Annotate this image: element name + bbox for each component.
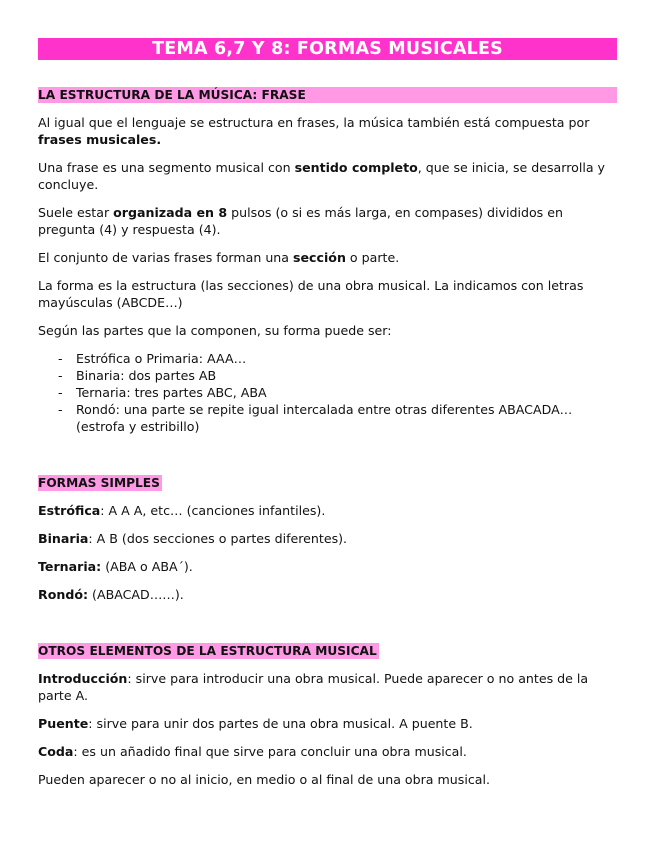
- paragraph-text: Una frase es una segmento musical con: [38, 160, 295, 175]
- list-item: [38, 384, 613, 401]
- bold-term: frases musicales.: [38, 132, 162, 147]
- paragraph-segun: Según las partes que la componen, su forma puede ser:: [38, 323, 392, 338]
- list-item-text: Binaria: dos partes AB: [76, 368, 217, 383]
- paragraph-text: o parte.: [345, 250, 400, 265]
- paragraph-text: (ABA o ABA´).: [101, 559, 193, 574]
- paragraph-lenguaje: [38, 114, 613, 148]
- list-dash: -: [58, 368, 63, 383]
- paragraph-text: , que se inicia, se desarrolla y concluye.: [38, 160, 606, 192]
- simple-form-binaria: [38, 530, 613, 547]
- paragraph-forma: La forma es la estructura (las secciones) de una obra musical. La indicamos con letras mayúsculas (ABCDE…): [38, 278, 584, 310]
- bold-term: Rondó:: [38, 587, 89, 602]
- list-dash: -: [58, 402, 63, 417]
- simple-form-ternaria: [38, 558, 613, 575]
- paragraph-text: El conjunto de varias frases forman una: [38, 250, 294, 265]
- list-dash: -: [58, 385, 63, 400]
- list-item: [38, 350, 613, 367]
- bold-term: organizada en 8: [113, 205, 228, 220]
- element-puente: [38, 715, 613, 732]
- list-item: [38, 401, 613, 435]
- element-coda: [38, 743, 613, 760]
- list-item-text: Ternaria: tres partes ABC, ABA: [76, 385, 267, 400]
- list-dash: -: [58, 351, 63, 366]
- element-introduccion: [38, 670, 613, 704]
- paragraph-text: : sirve para unir dos partes de una obra musical. A puente B.: [88, 716, 473, 731]
- paragraph-text: Al igual que el lenguaje se estructura en frases, la música también está compuesta por: [38, 115, 590, 130]
- section-heading-frase: LA ESTRUCTURA DE LA MÚSICA: FRASE: [38, 87, 617, 103]
- paragraph-seccion: [38, 249, 613, 266]
- simple-form-rondo: [38, 586, 613, 603]
- paragraph-text: : sirve para introducir una obra musical. Puede aparecer o no antes de la parte A.: [38, 671, 589, 703]
- paragraph-frase-definicion: [38, 159, 613, 193]
- bold-term: sentido completo: [294, 160, 418, 175]
- closing-paragraph: Pueden aparecer o no al inicio, en medio o al final de una obra musical.: [38, 772, 490, 787]
- bold-term: Introducción: [38, 671, 128, 686]
- paragraph-text: (ABACAD……).: [88, 587, 184, 602]
- simple-form-estrofica: [38, 502, 613, 519]
- list-item-text: Rondó: una parte se repite igual intercalada entre otras diferentes ABACADA… (estrofa y estribillo): [76, 402, 573, 434]
- paragraph-text: : A B (dos secciones o partes diferentes).: [88, 531, 348, 546]
- forms-list: [38, 350, 613, 435]
- bold-term: Ternaria:: [38, 559, 102, 574]
- bold-term: sección: [293, 250, 346, 265]
- section-heading-otros-elementos: OTROS ELEMENTOS DE LA ESTRUCTURA MUSICAL: [38, 644, 377, 658]
- paragraph-text: : A A A, etc… (canciones infantiles).: [100, 503, 326, 518]
- page-title: TEMA 6,7 Y 8: FORMAS MUSICALES: [38, 38, 617, 60]
- list-item-text: Estrófica o Primaria: AAA…: [76, 351, 247, 366]
- bold-term: Coda: [38, 744, 74, 759]
- bold-term: Estrófica: [38, 503, 101, 518]
- list-item: [38, 367, 613, 384]
- bold-term: Binaria: [38, 531, 89, 546]
- paragraph-organizada: [38, 204, 613, 238]
- paragraph-text: Suele estar: [38, 205, 114, 220]
- bold-term: Puente: [38, 716, 89, 731]
- paragraph-text: pulsos (o si es más larga, en compases) divididos en pregunta (4) y respuesta (4).: [38, 205, 563, 237]
- section-heading-formas-simples: FORMAS SIMPLES: [38, 476, 160, 490]
- paragraph-text: : es un añadido final que sirve para concluir una obra musical.: [73, 744, 467, 759]
